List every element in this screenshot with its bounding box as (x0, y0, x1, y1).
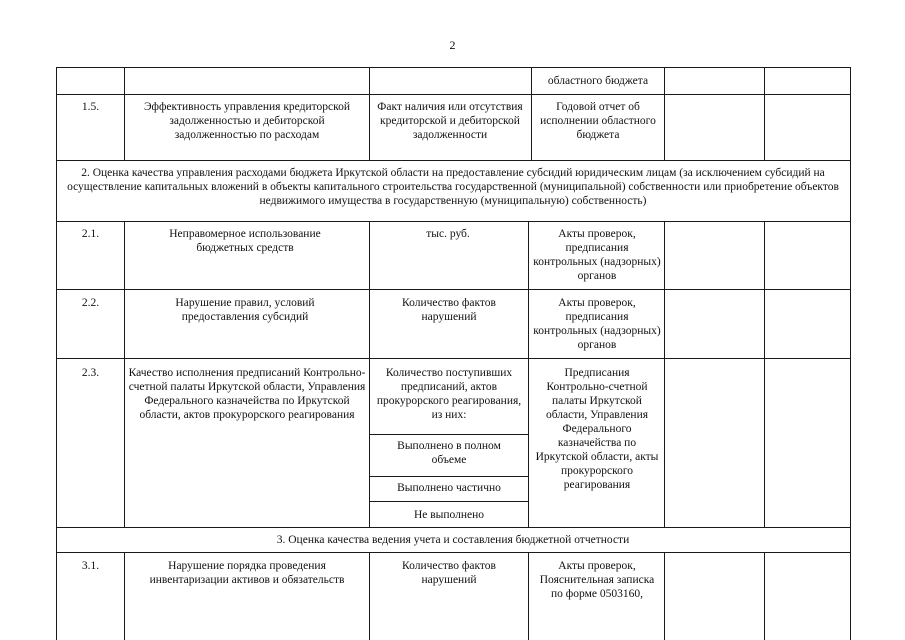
v-line (369, 552, 370, 640)
h-line (56, 552, 850, 553)
v-line (764, 67, 765, 160)
indicator-cell: Нарушение правил, условий предоставления субсидий (175, 297, 315, 323)
source-cell: Акты проверок, предписания контрольных (надзорных) органов (533, 297, 661, 351)
h-line (56, 221, 850, 222)
indicator-cell: Качество исполнения предписаний Контрольно-счетной палаты Иркутской области, Управления Федерального казначейства по Иркутской области, актов прокурорского реагирования (128, 367, 366, 421)
row-number: 2.2. (81, 297, 100, 309)
row-number: 3.1. (81, 560, 100, 572)
h-line (56, 358, 850, 359)
v-line (664, 552, 665, 640)
source-cell: Акты проверок, предписания контрольных (надзорных) органов (533, 228, 661, 282)
v-line (369, 67, 370, 160)
indicator-cell: Неправомерное использование бюджетных средств (169, 228, 321, 254)
row-number: 2.1. (81, 228, 100, 240)
v-line (764, 221, 765, 527)
v-line (369, 221, 370, 527)
page-number: 2 (449, 38, 456, 52)
source-cell: Акты проверок, Пояснительная записка по форме 0503160, (539, 560, 655, 600)
h-line (56, 527, 850, 528)
v-line (124, 221, 125, 527)
unit-cell: Не выполнено (413, 509, 485, 521)
v-line (528, 552, 529, 640)
v-line (124, 552, 125, 640)
source-cell: Годовой отчет об исполнении областного бюджета (540, 101, 656, 141)
h-line (56, 160, 850, 161)
row-number: 1.5. (81, 101, 100, 113)
h-line (369, 476, 528, 477)
h-line (56, 289, 850, 290)
v-line (124, 67, 125, 160)
v-line (764, 552, 765, 640)
v-line (850, 67, 851, 640)
unit-cell: Количество фактов нарушений (402, 560, 496, 586)
unit-cell: Количество поступивших предписаний, актов прокурорского реагирования, из них: (376, 367, 522, 421)
unit-cell: Выполнено частично (397, 482, 501, 494)
unit-cell: Выполнено в полном объеме (397, 440, 501, 466)
h-line (369, 434, 528, 435)
row-number: 2.3. (81, 367, 100, 379)
h-line (56, 94, 850, 95)
source-cell: областного бюджета (547, 75, 649, 87)
section-3-title: 3. Оценка качества ведения учета и составления бюджетной отчетности (276, 534, 630, 546)
source-cell: Предписания Контрольно-счетной палаты Иркутской области, Управления Федерального казначейства по Иркутской области, акты прокурорского реагирования (535, 367, 659, 491)
v-line (664, 67, 665, 160)
v-line (56, 67, 57, 640)
v-line (528, 221, 529, 527)
unit-cell: Количество фактов нарушений (402, 297, 496, 323)
v-line (664, 221, 665, 527)
section-2-title: 2. Оценка качества управления расходами бюджета Иркутской области на предоставление субсидий юридическим лицам (за исключением субсидий на осуществление капитальных вложений в объекты капитального строительства государственной (муниципальной) собственности или приобретение объектов недвижимого имущества в государственную (муниципальную) собственность) (67, 167, 839, 207)
unit-cell: тыс. руб. (426, 228, 470, 240)
indicator-cell: Нарушение порядка проведения инвентаризации активов и обязательств (149, 560, 345, 586)
indicator-cell: Эффективность управления кредиторской задолженностью и дебиторской задолженностью по расходам (143, 101, 351, 141)
unit-cell: Факт наличия или отсутствия кредиторской и дебиторской задолженности (377, 101, 523, 141)
h-line (369, 501, 528, 502)
h-line (56, 67, 850, 68)
